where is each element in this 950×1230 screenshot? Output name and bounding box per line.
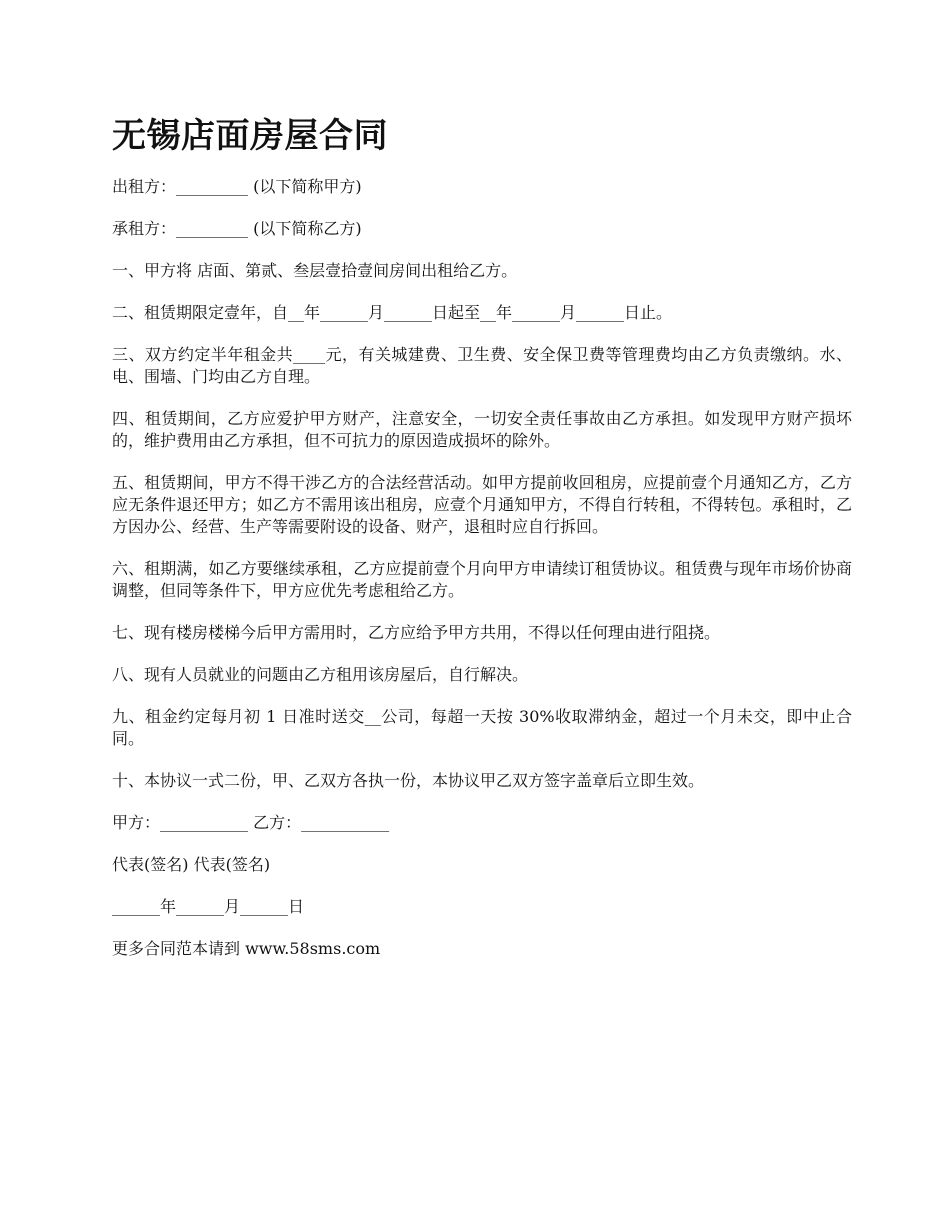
document-title: 无锡店面房屋合同 <box>112 116 388 156</box>
clause-3: 三、双方约定半年租金共____元，有关城建费、卫生费、安全保卫费等管理费均由乙方负责缴纳。水、电、围墙、门均由乙方自理。 <box>112 345 852 386</box>
lessor-line: 出租方：_________ (以下简称甲方) <box>112 177 362 196</box>
signature-parties-line: 甲方：___________ 乙方：___________ <box>112 813 390 832</box>
footer-more-templates: 更多合同范本请到 www.58sms.com <box>112 939 381 958</box>
clause-9: 九、租金约定每月初 1 日准时送交__公司，每超一天按 30%收取滞纳金，超过一个月未交，即中止合同。 <box>112 707 852 748</box>
clause-10: 十、本协议一式二份，甲、乙双方各执一份，本协议甲乙双方签字盖章后立即生效。 <box>112 771 705 790</box>
clause-1: 一、甲方将 店面、第贰、叁层壹拾壹间房间出租给乙方。 <box>112 261 518 280</box>
lessee-line: 承租方：_________ (以下简称乙方) <box>112 219 362 238</box>
clause-5: 五、租赁期间，甲方不得干涉乙方的合法经营活动。如甲方提前收回租房，应提前壹个月通知乙方，乙方应无条件退还甲方；如乙方不需用该出租房，应壹个月通知甲方，不得自行转租，不得转包。承租时，乙方因办公、经营、生产等需要附设的设备、财产，退租时应自行拆回。 <box>112 473 852 536</box>
clause-6: 六、租期满，如乙方要继续承租，乙方应提前壹个月向甲方申请续订租赁协议。租赁费与现年市场价协商调整，但同等条件下，甲方应优先考虑租给乙方。 <box>112 559 852 600</box>
date-line: ______年______月______日 <box>112 897 305 916</box>
representative-signature-line: 代表(签名) 代表(签名) <box>112 855 271 874</box>
clause-4: 四、租赁期间，乙方应爱护甲方财产，注意安全，一切安全责任事故由乙方承担。如发现甲方财产损坏的，维护费用由乙方承担，但不可抗力的原因造成损坏的除外。 <box>112 409 852 450</box>
clause-8: 八、现有人员就业的问题由乙方租用该房屋后，自行解决。 <box>112 665 529 684</box>
clause-2: 二、租赁期限定壹年，自__年______月______日起至__年______月______日止。 <box>112 303 673 322</box>
document-page <box>112 110 852 980</box>
clause-7: 七、现有楼房楼梯今后甲方需用时，乙方应给予甲方共用，不得以任何理由进行阻挠。 <box>112 623 721 642</box>
